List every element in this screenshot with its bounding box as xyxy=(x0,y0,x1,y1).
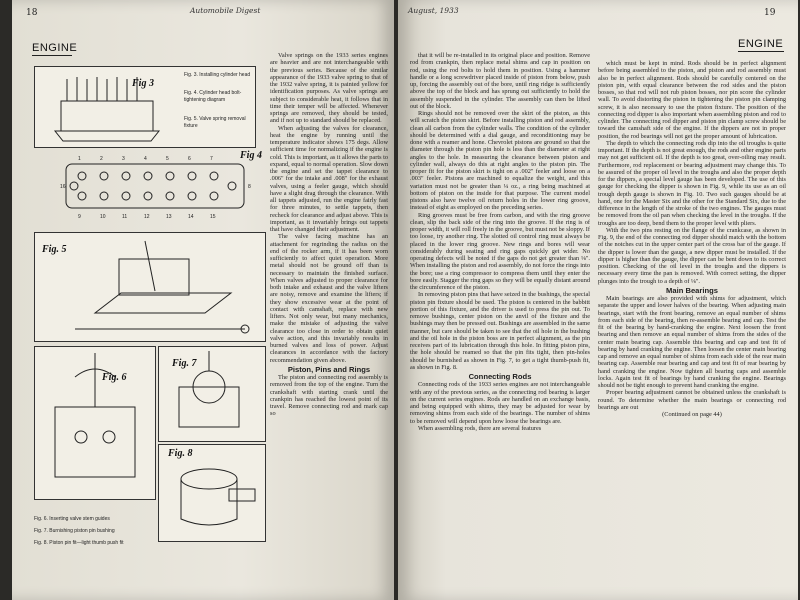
fig4-num: 13 xyxy=(166,214,172,220)
fig4-num: 8 xyxy=(248,184,251,190)
paragraph: In removing piston pins that have seized in the bushings, the special piston pin fixture should be used. The piston is centered in the babbitt portion of this fixture, and the driver is used to press the pin out. To remove bushings, center piston on the anvil of the fixture and the bushings may then be pressed out. Bushings are assembled in the same manner, but care should be taken to see that the oil hole in the bushing and the oil hole in the piston boss are in perfect alignment, as the pin receives part of its lubrication through this hole. In fitting piston pins, the hole should be reamed so that the pin fits tight, then pin-holes should be burnished as shown in Fig. 7, to get a tight thumb-push fit, as shown in Fig. 8. xyxy=(410,291,590,371)
fig-8-caption: Fig. 8. Piston pin fit—light thumb push fit xyxy=(34,540,124,546)
fig-5-caption: Fig. 5. Valve spring removal fixture xyxy=(184,116,246,129)
fig4-num: 12 xyxy=(144,214,150,220)
fig-7-label: Fig. 7 xyxy=(172,358,197,369)
heading-pistons: Piston, Pins and Rings xyxy=(287,364,371,374)
fig-3-label: Fig 3 xyxy=(132,78,154,89)
paragraph: Main bearings are also provided with shims for adjustment, which separate the upper and lower halves of the bearing. When adjusting main bearings, start with the front bearing, remove an equal number of shims from each side of the bearing, then re-assemble bearing and cap. Test the fit of the bearing by hand-cranking the engine. Next loosen the front bearing and then remove an equal number of shims from the sides of the center main bearing cap. Assemble this bearing and cap and test fit of bearing by hand cranking the engine. Then loosen the center main bearing cap and remove an equal number of shims from each side of the rear main bearing cap. Assemble rear bearing and cap and test fit of rear bearing by hand cranking the engine. Now tighten all bearing caps and assemble locks. Again test fit of bearings by hand cranking the engine. Bearings should not be tight enough to prevent hand cranking the engine. xyxy=(598,295,786,389)
fig4-num: 5 xyxy=(166,156,169,162)
fig-6-label: Fig. 6 xyxy=(102,372,127,383)
head-bolts xyxy=(67,77,137,101)
paragraph: The piston and connecting rod assembly is removed from the top of the engine. Turn the crankshaft with starting crank until the crankpin has reached the lowest point of its travel. Remove connecting rod and mark cap so xyxy=(270,374,388,418)
fig4-num: 15 xyxy=(210,214,216,220)
running-head-left: Automobile Digest xyxy=(190,6,261,15)
page-number-right: 19 xyxy=(764,8,776,18)
fig4-num: 11 xyxy=(122,214,128,220)
paragraph: that it will be re-installed in its original place and position. Remove rod from crankpin, then replace metal shims and cap in position on rod, using the rod bolts to hold them in position. Using a hammer handle or a long screwdriver placed inside of piston from below, push up, forcing the assembly out of the bore, until ring ridge is sufficiently above the top of the block and has sprung out sufficiently to hold the assembly suspended in the cylinder. The assembly can then be lifted out of the block. xyxy=(410,52,590,110)
fig-8-label: Fig. 8 xyxy=(168,448,193,459)
figure-6-box xyxy=(34,346,156,500)
fig4-num: 2 xyxy=(100,156,103,162)
valve-spring-fixture-illustration xyxy=(35,233,265,341)
paragraph: Connecting rods of the 1933 series engines are not interchangeable with any of the previous series, as the connecting rod bearing is larger on the current series engines. Rods are handled on an exchange basis, and being equipped with shims, they may be adjusted for wear by removing shims from each side of the bearings. The number of shims to be removed will depend upon how loose the bearings are. xyxy=(410,381,590,425)
section-title-right: ENGINE xyxy=(738,38,784,50)
heading-connecting-rods: Connecting Rods xyxy=(468,372,532,381)
paragraph: When assembling rods, there are several features xyxy=(418,424,542,432)
bolt-holes xyxy=(70,172,236,200)
fig4-num: 9 xyxy=(78,214,81,220)
figure-5-box xyxy=(34,232,266,342)
paragraph: When adjusting the valves for clearance, heat the engine by running until the temperature indicator shows 175 degs. Allow sufficient time for normalizing if the engine is cold. This is important, as it allows the parts to expand, equal to normal operation. Slow down the engine and set the tappet clearance to .006" for the intake and .008" for the exhaust valves, using a feeler gauge, which should have a slight drag through the clearance. With all tappets adjusted, run the engine fairly fast for three minutes, to settle tappets, then recheck for clearance and adjust above. This is important, as it invariably brings out tappets that have changed their adjustment. xyxy=(270,124,388,233)
fig-3-caption: Fig. 3. Installing cylinder head xyxy=(184,72,251,78)
fig-5-label: Fig. 5 xyxy=(42,244,67,255)
left-page xyxy=(12,0,394,600)
paragraph: which must be kept in mind. Rods should be in perfect alignment before being assembled to the piston, and piston and rod assembly must also be in perfect alignment. Rods should be carefully centered on the piston pin, with equal clearance between the rod sides and the piston bosses, so that rod will not rub piston bosses, nor pin score the cylinder wall. To avoid distorting the piston in tightening the piston pin clamping screw, it is also necessary to use the piston fixture. The position of the connecting rod dipper is also important when assembling piston and rod to cylinder. The connecting rod dipper and piston pin clamp screw should be toward the camshaft side of the engine. If the dippers are not in proper position, the rod bearings will not get the proper amount of lubrication. xyxy=(598,60,786,140)
fig4-num: 6 xyxy=(188,156,191,162)
page-number-left: 18 xyxy=(26,8,38,18)
paragraph: The depth to which the connecting rods dip into the oil troughs is quite important. If the depth is not great enough, the rods and other engine parts may not get sufficient oil. If the depth is too great, over-oiling may result. Furthermore, rod replacement or bearing adjustment may change this. To be assured of the proper oil level in the troughs and also the proper depth for the dippers, a special level gauge has been developed. The use of this gauge for checking the dipper is shown in Fig. 9, while its use as an oil trough depth gauge is shown in Fig. 10. Two such gauges should be at hand, one for the Master Six and the other for the Standard Six, due to the difference in the length of the stroke of the two engines. The gauges must be removed from the oil pan when checking the level in the troughs. If the troughs are too deep, bend them to the proper level with pliers. xyxy=(598,139,786,227)
fig-4-label: Fig 4 xyxy=(240,150,262,161)
right-text-column-2 xyxy=(598,60,786,596)
paragraph: The valve facing machine has an attachment for regrinding the radius on the end of the rocker arm, if it has been worn sufficiently to affect quiet operation. More metal should not be ground off than is necessary to maintain the finished surface. When valves adjusted to proper clearance for both intake and exhaust and the valve lifters are noisy, remove and examine the lifters; if they show excessive wear at the point of contact with camshaft, replace with new lifters. Not only wear, but many mechanics, make the mistake of adjusting the valve clearance too close in order to obtain quiet valve action, and this invariably results in burned valves and loss of power. Adjust clearances in accordance with the factory recommendation given above. xyxy=(270,233,388,364)
paragraph: Ring grooves must be free from carbon, and with the ring groove clean, slip the back side of the ring into the groove. If the ring is of proper width, it will roll freely in the groove, but must not be sloppy. If too loose, try another ring. The slotted oil control ring must always be placed in the lower ring groove. New rings and bores will wear considerably during seating and ring gaps quickly get wider. No operating defects will be noted if the gaps do not get greater than ⅛". When installing the piston and rod assembly, do not force the rings into the bore; use a ring compressor to compress them until they enter the bore easily. Stagger the ring gaps so they will be equally distant around the circumference of the piston. xyxy=(410,211,590,291)
bolt-tightening-diagram xyxy=(34,150,266,226)
paragraph: With the two pins resting on the flange of the crankcase, as shown in Fig. 9, the end of the connecting rod dipper should match with the bottom of the notches cut in the upper center part of the cross bar of the gauge. If the dipper is lower than the gauge, a new dipper must be installed. If the dipper is higher than the gauge, the dipper can be bent down to its correct position. Checking of the oil level in the troughs and the dippers is necessary every time the pan is removed. With correct setting, the dipper plunges into the trough to a depth of ⅛". xyxy=(598,226,786,285)
fig4-num: 7 xyxy=(210,156,213,162)
paragraph: Valve springs on the 1933 series engines are heavier and are not interchangeable with the previous series. Because of the similar appearance of the 1933 valve spring to that of the 1932 valve spring, it is painted yellow for identification purposes. As valve springs are subject to considerable heat, it follows that in time their temper will be affected. Whenever springs are removed, they should be tested, and if not up to standard should be replaced. xyxy=(270,52,388,125)
valve-guide-insertion-illustration xyxy=(35,347,155,499)
fig4-num: 3 xyxy=(122,156,125,162)
fig-6-caption: Fig. 6. Inserting valve stem guides xyxy=(34,516,110,522)
running-head-right: August, 1933 xyxy=(408,6,459,15)
paragraph: Rings should not be removed over the skirt of the piston, as this will scratch the piston skirt. Before installing piston and rod assembly, clean all carbon from the cylinder walls. The condition of the cylinder should be determined with a dial gauge, and reconditioning may be done with a reamer and hone. Chevrolet pistons are ground so that the diameter through the piston pin hole is less than the diameter at right angles to the hole. In measuring the clearance between piston and cylinder wall, always do this at right angles to the piston pin. The proper fit for the piston skirt is tight on a .002" feeler and loose on a .003" feeler. Pistons are machined to equalize the weight, and this variation must not be greater than ¼ oz., a ring being machined at bottom of piston on the inside for that purpose. The current model pistons also have twelve oil return holes in the lower ring groove, instead of eight as employed on the preceding series. xyxy=(410,110,590,212)
fig4-num: 14 xyxy=(188,214,194,220)
fig4-num: 1 xyxy=(78,156,81,162)
right-text-column-1 xyxy=(410,52,590,596)
fig-7-caption: Fig. 7. Burnishing piston pin bushing xyxy=(34,528,115,534)
paragraph: Proper bearing adjustment cannot be obtained unless the crankshaft is round. To determine whether the main bearings or connecting rod bearings are out xyxy=(598,389,786,411)
figure-4-box xyxy=(34,150,266,226)
fig4-num: 4 xyxy=(144,156,147,162)
piston-pin-fit-illustration xyxy=(159,445,265,541)
right-page xyxy=(398,0,798,600)
fig4-num: 16 xyxy=(60,184,66,190)
left-text-column xyxy=(270,52,388,592)
heading-main-bearings: Main Bearings xyxy=(666,285,718,295)
section-title-left: ENGINE xyxy=(32,42,78,54)
continued-note: (Continued on page 44) xyxy=(662,411,722,418)
fig-4-caption: Fig. 4. Cylinder head bolt-tightening diagram xyxy=(184,90,242,103)
fig4-num: 10 xyxy=(100,214,106,220)
